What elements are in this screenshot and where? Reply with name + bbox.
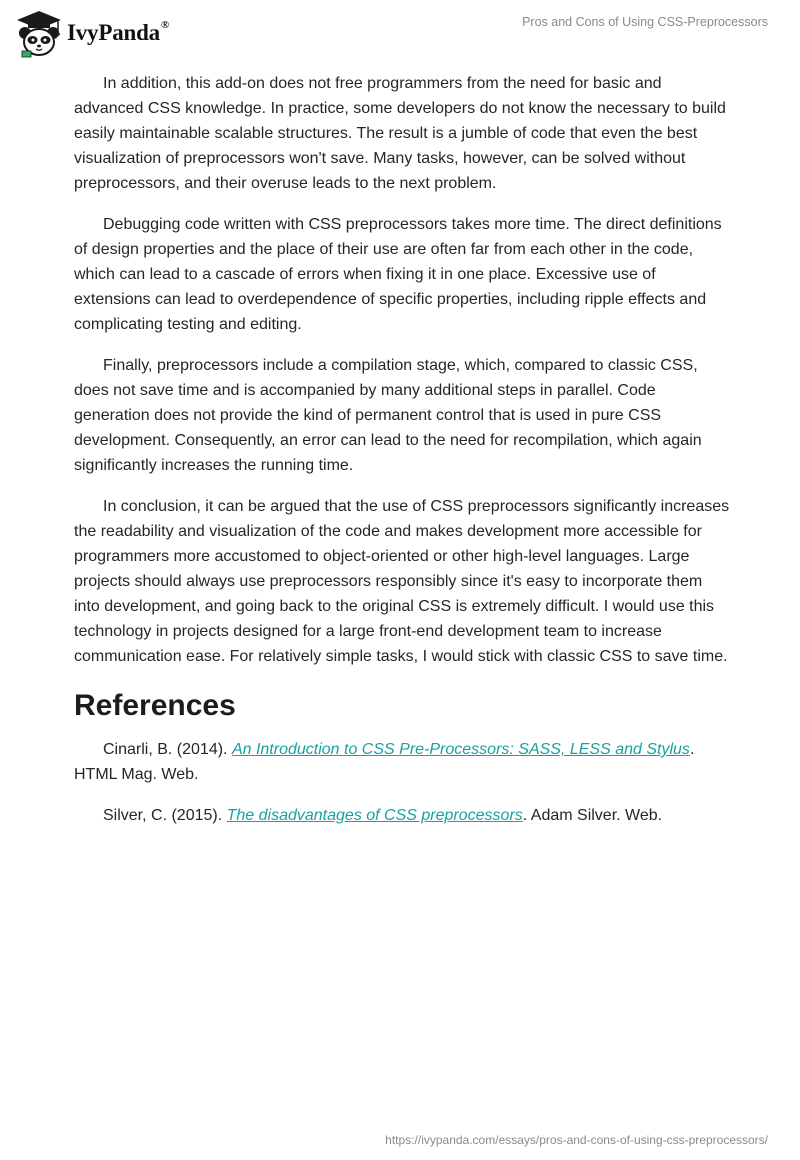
brand-name: IvyPanda®: [67, 19, 170, 45]
reference-item: [74, 737, 730, 787]
reference-source: . Adam Silver. Web.: [522, 807, 663, 824]
reference-link[interactable]: The disadvantages of CSS preprocessors: [226, 807, 523, 824]
reference-author: Silver, C. (2015).: [103, 807, 227, 824]
reference-item: [74, 803, 730, 828]
body-paragraph: In conclusion, it can be argued that the use of CSS preprocessors significantly increases the readability and visualization of the code and makes development more accessible for programmers more accustomed to object-oriented or other high-level languages. Large projects should always use preprocessors responsibly since it's easy to incorporate them into development, and going back to the original CSS is extremely difficult. I would use this technology in projects designed for a large front-end development team to increase communication ease. For relatively simple tasks, I would stick with classic CSS to save time.: [74, 498, 730, 665]
essay-content: [74, 71, 730, 844]
reference-author: Cinarli, B. (2014).: [103, 741, 232, 758]
body-paragraph: Debugging code written with CSS preprocessors takes more time. The direct definitions of design properties and the place of their use are often far from each other in the code, which can lead to a cascade of errors when fixing it in one place. Excessive use of extensions can lead to overdependence of specific properties, including ripple effects and complicating testing and editing.: [74, 216, 722, 333]
footer-url[interactable]: https://ivypanda.com/essays/pros-and-cons-of-using-css-preprocessors/: [385, 1133, 768, 1147]
document-title: Pros and Cons of Using CSS-Preprocessors: [522, 15, 768, 29]
reference-source: . HTML Mag. Web.: [74, 741, 695, 783]
brand-logo[interactable]: [14, 9, 169, 59]
references-heading: References: [74, 689, 236, 722]
panda-mascot-icon: [14, 9, 64, 59]
page-header: [0, 0, 800, 64]
body-paragraph: Finally, preprocessors include a compilation stage, which, compared to classic CSS, does not save time and is accompanied by many additional steps in parallel. Code generation does not provide the kind of permanent control that is used in pure CSS development. Consequently, an error can lead to the need for recompilation, which again significantly increases the running time.: [74, 357, 702, 474]
reference-link[interactable]: An Introduction to CSS Pre-Processors: SASS, LESS and Stylus: [231, 741, 690, 758]
body-paragraph: In addition, this add-on does not free programmers from the need for basic and advanced CSS knowledge. In practice, some developers do not know the necessary to build easily maintainable scalable structures. The result is a jumble of code that even the best visualization of preprocessors won't save. Many tasks, however, can be solved without preprocessors, and their overuse leads to the next problem.: [74, 75, 726, 192]
